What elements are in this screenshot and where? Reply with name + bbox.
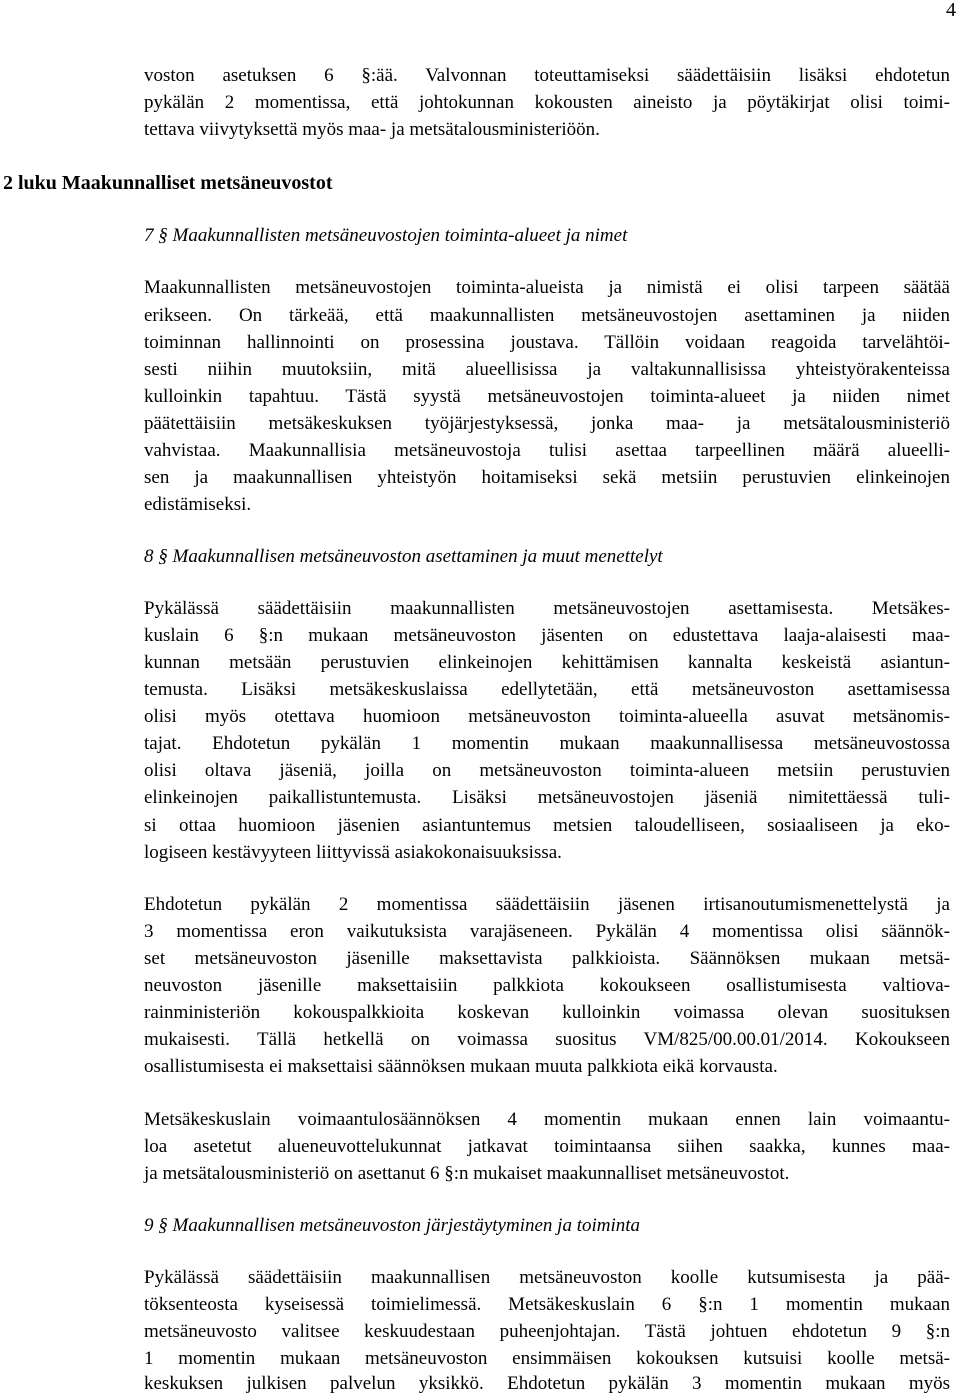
body-line: sen ja maakunnallisen yhteistyön hoitamiseksi sekä metsiin perustuvien elinkeinojen: [144, 467, 950, 488]
body-line: toiminnan hallinnointi on prosessina joustava. Tällöin voidaan reagoida tarvelähtöi-: [144, 332, 950, 353]
body-line: si ottaa huomioon jäsenien asiantuntemus metsien taloudelliseen, sosiaaliseen ja eko-: [144, 815, 950, 836]
body-line: metsäneuvosto valitsee keskuudestaan puheenjohtajan. Tästä johtuen ehdotetun 9 §:n: [144, 1321, 950, 1342]
body-line: set metsäneuvoston jäsenille maksettavista palkkioista. Säännöksen mukaan metsä-: [144, 948, 950, 969]
body-line: mukaisesti. Tällä hetkellä on voimassa suositus VM/825/00.00.01/2014. Kokoukseen: [144, 1029, 950, 1050]
body-line: rainministeriön kokouspalkkioita koskevan kulloinkin voimassa olevan suosituksen: [144, 1002, 950, 1023]
section-heading-9: 9 § Maakunnallisen metsäneuvoston järjestäytyminen ja toiminta: [144, 1215, 641, 1236]
body-line: temusta. Lisäksi metsäkeskuslaissa edellytetään, että metsäneuvoston asettamisessa: [144, 679, 950, 700]
body-line: vahvistaa. Maakunnallisia metsäneuvostoja tulisi asettaa tarpeellinen määrä alueelli-: [144, 440, 950, 461]
body-line: olisi myös otettava huomioon metsäneuvoston toiminta-alueella asuvat metsänomis-: [144, 706, 950, 727]
chapter-heading: 2 luku Maakunnalliset metsäneuvostot: [3, 172, 333, 194]
body-line: tajat. Ehdotetun pykälän 1 momentin mukaan maakunnallisessa metsäneuvostossa: [144, 733, 950, 754]
intro-line: tettava viivytyksettä myös maa- ja metsätalousministeriöön.: [144, 119, 600, 140]
section-heading-7: 7 § Maakunnallisten metsäneuvostojen toiminta-alueet ja nimet: [144, 225, 628, 246]
intro-line: voston asetuksen 6 §:ää. Valvonnan toteuttamiseksi säädettäisiin lisäksi ehdotetun: [144, 65, 950, 86]
body-line: Pykälässä säädettäisiin maakunnallisten metsäneuvostojen asettamisesta. Metsäkes-: [144, 598, 950, 619]
body-line: ja metsätalousministeriö on asettanut 6 §:n mukaiset maakunnalliset metsäneuvostot.: [144, 1163, 790, 1184]
body-line: elinkeinojen paikallistuntemusta. Lisäksi metsäneuvostojen jäseniä nimitettäessä tuli-: [144, 787, 950, 808]
body-line: logiseen kestävyyteen liittyvissä asiakokonaisuuksissa.: [144, 842, 562, 863]
body-line: Ehdotetun pykälän 2 momentissa säädettäisiin jäsenen irtisanoutumismenettelystä ja: [144, 894, 950, 915]
section-heading-8: 8 § Maakunnallisen metsäneuvoston asettaminen ja muut menettelyt: [144, 546, 663, 567]
body-line: loa asetetut alueneuvottelukunnat jatkavat toimintaansa siihen saakka, kunnes maa-: [144, 1136, 950, 1157]
body-line: olisi oltava jäseniä, joilla on metsäneuvoston toiminta-alueen metsiin perustuvien: [144, 760, 950, 781]
body-line: päätettäisiin metsäkeskuksen työjärjestyksessä, jonka maa- ja metsätalousministeriö: [144, 413, 950, 434]
page-number: 4: [946, 0, 956, 21]
body-line: kuslain 6 §:n mukaan metsäneuvoston jäsenten on edustettava laaja-alaisesti maa-: [144, 625, 950, 646]
body-line: Metsäkeskuslain voimaantulosäännöksen 4 momentin mukaan ennen lain voimaantu-: [144, 1109, 950, 1130]
body-line: töksenteosta kyseisessä toimielimessä. Metsäkeskuslain 6 §:n 1 momentin mukaan: [144, 1294, 950, 1315]
body-line: kulloinkin tapahtuu. Tästä syystä metsäneuvostojen toiminta-alueet ja niiden nimet: [144, 386, 950, 407]
body-line: osallistumisesta ei maksettaisi säännöksen mukaan muuta palkkiota eikä korvausta.: [144, 1056, 778, 1077]
body-line: keskuksen julkisen palvelun yksikkö. Ehdotetun pykälän 3 momentin mukaan myös: [144, 1373, 950, 1394]
intro-line: pykälän 2 momentissa, että johtokunnan kokousten aineisto ja pöytäkirjat olisi toimi-: [144, 92, 950, 113]
body-line: 3 momentissa eron vaikutuksista varajäseneen. Pykälän 4 momentissa olisi säännök-: [144, 921, 950, 942]
body-line: Maakunnallisten metsäneuvostojen toiminta-alueista ja nimistä ei olisi tarpeen säätää: [144, 277, 950, 298]
body-line: edistämiseksi.: [144, 494, 252, 515]
body-line: Pykälässä säädettäisiin maakunnallisen metsäneuvoston koolle kutsumisesta ja pää-: [144, 1267, 950, 1288]
body-line: erikseen. On tärkeää, että maakunnallisten metsäneuvostojen asettaminen ja niiden: [144, 305, 950, 326]
body-line: sesti niihin muutoksiin, mitä alueellisissa ja valtakunnallisissa yhteistyörakenteissa: [144, 359, 950, 380]
body-line: neuvoston jäsenille maksettaisiin palkkiota kokoukseen osallistumisesta valtiova-: [144, 975, 950, 996]
body-line: 1 momentin mukaan metsäneuvoston ensimmäisen kokouksen kutsuisi koolle metsä-: [144, 1348, 950, 1369]
body-line: kunnan metsään perustuvien elinkeinojen kehittämisen kannalta keskeistä asiantun-: [144, 652, 950, 673]
